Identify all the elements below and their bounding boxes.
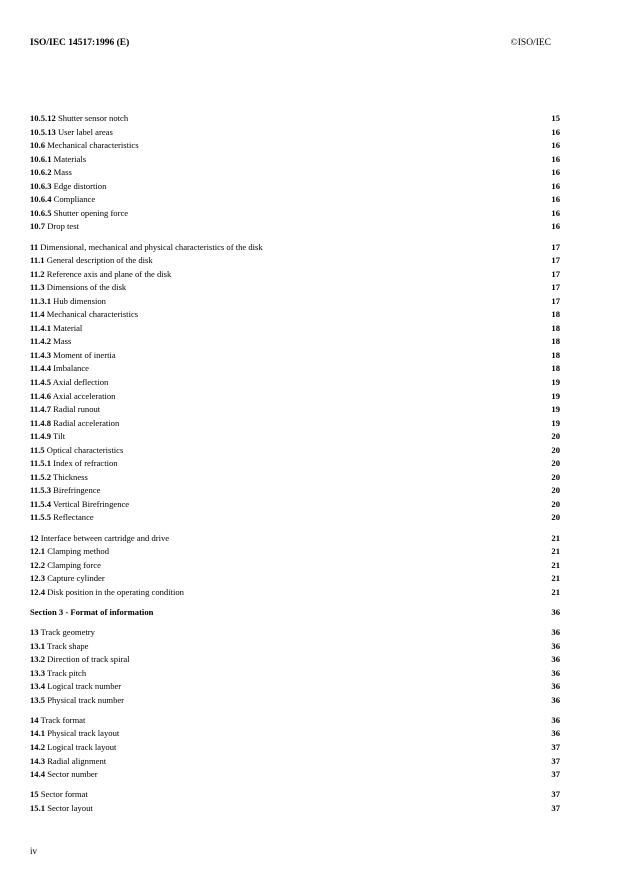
toc-entry-page: 19 xyxy=(551,390,560,401)
toc-entry[interactable] xyxy=(30,322,560,336)
toc-entry-label xyxy=(30,417,119,431)
toc-entry[interactable] xyxy=(30,559,560,573)
toc-entry-page: 36 xyxy=(551,667,560,678)
toc-section-heading[interactable] xyxy=(30,606,560,620)
toc-entry-title: Radial runout xyxy=(53,404,101,415)
toc-entry-number: 11.5.1 xyxy=(30,458,52,469)
toc-entry-page: 16 xyxy=(551,140,560,151)
toc-entry[interactable] xyxy=(30,640,560,654)
toc-entry[interactable] xyxy=(30,626,560,640)
toc-entry[interactable] xyxy=(30,802,560,816)
toc-entry-label xyxy=(30,680,121,694)
toc-entry-page: 20 xyxy=(551,458,560,469)
toc-entry-label xyxy=(30,444,123,458)
toc-entry-label xyxy=(30,572,105,586)
toc-entry-label xyxy=(30,755,106,769)
toc-entry-number: 11.4.3 xyxy=(30,349,52,360)
toc-entry-label xyxy=(30,498,129,512)
toc-entry-number: 11.3 xyxy=(30,282,45,293)
toc-entry-number: 11.4.8 xyxy=(30,417,52,428)
toc-entry[interactable] xyxy=(30,457,560,471)
toc-entry-title: Reflectance xyxy=(53,512,94,523)
toc-entry[interactable] xyxy=(30,241,560,255)
standard-identifier: ISO/IEC 14517:1996 (E) xyxy=(30,38,130,48)
toc-entry-title: User label areas xyxy=(57,126,113,137)
toc-entry[interactable] xyxy=(30,153,560,167)
toc-entry-label xyxy=(30,362,89,376)
toc-entry-label xyxy=(30,295,106,309)
toc-entry-page: 18 xyxy=(551,336,560,347)
toc-entry-number: 13 xyxy=(30,627,39,638)
toc-entry[interactable] xyxy=(30,788,560,802)
toc-entry-number: 12.4 xyxy=(30,586,46,597)
toc-entry-page: 17 xyxy=(551,295,560,306)
toc-entry-label xyxy=(30,403,100,417)
toc-entry-label xyxy=(30,220,79,234)
toc-entry[interactable] xyxy=(30,126,560,140)
toc-group xyxy=(30,714,560,782)
toc-entry[interactable] xyxy=(30,220,560,234)
toc-entry-label xyxy=(30,430,65,444)
toc-entry[interactable] xyxy=(30,714,560,728)
toc-entry[interactable] xyxy=(30,727,560,741)
toc-entry[interactable] xyxy=(30,376,560,390)
toc-group xyxy=(30,606,560,620)
toc-entry-number: 10.6.5 xyxy=(30,207,52,218)
toc-entry-label xyxy=(30,112,128,126)
toc-entry-number: 13.3 xyxy=(30,667,46,678)
toc-entry-title: Logical track layout xyxy=(47,742,117,753)
toc-entry-page: 16 xyxy=(551,207,560,218)
toc-entry-title: Axial deflection xyxy=(52,376,109,387)
toc-entry-title: Physical track number xyxy=(47,694,125,705)
toc-entry-title: Mass xyxy=(53,336,72,347)
toc-entry-page: 19 xyxy=(551,404,560,415)
toc-entry-title: Hub dimension xyxy=(53,295,106,306)
toc-entry[interactable] xyxy=(30,308,560,322)
toc-entry[interactable] xyxy=(30,498,560,512)
toc-entry-label xyxy=(30,714,85,728)
toc-entry-title: Compliance xyxy=(53,194,96,205)
toc-entry-label xyxy=(30,545,109,559)
toc-entry-title: Track geometry xyxy=(40,627,95,638)
toc-entry-page: 17 xyxy=(551,255,560,266)
toc-entry-label xyxy=(30,606,153,620)
toc-entry-page: 36 xyxy=(551,714,560,725)
toc-entry-number: 11.4.6 xyxy=(30,390,52,401)
toc-entry-label xyxy=(30,268,171,282)
toc-entry-page: 16 xyxy=(551,153,560,164)
toc-entry-title: Sector number xyxy=(47,769,98,780)
toc-group xyxy=(30,788,560,815)
toc-entry[interactable] xyxy=(30,193,560,207)
toc-entry[interactable] xyxy=(30,572,560,586)
toc-entry-title: Thickness xyxy=(53,471,88,482)
toc-entry-number: 10.6 xyxy=(30,140,46,151)
toc-entry-number: 13.2 xyxy=(30,654,46,665)
toc-entry-title: Track pitch xyxy=(47,667,87,678)
toc-entry-label xyxy=(30,532,169,546)
toc-group xyxy=(30,626,560,707)
toc-entry-page: 15 xyxy=(551,113,560,123)
toc-entry-number: 10.6.1 xyxy=(30,153,52,164)
toc-entry-page: 20 xyxy=(551,444,560,455)
toc-entry-number: 14.1 xyxy=(30,728,46,739)
toc-entry-label xyxy=(30,653,130,667)
toc-entry-number: 11.4.7 xyxy=(30,404,52,415)
toc-entry-number: 11.5.5 xyxy=(30,512,52,523)
toc-entry-page: 18 xyxy=(551,309,560,320)
toc-entry-page: 36 xyxy=(551,681,560,692)
toc-entry-label xyxy=(30,193,95,207)
toc-entry[interactable] xyxy=(30,254,560,268)
toc-entry[interactable] xyxy=(30,741,560,755)
toc-entry[interactable] xyxy=(30,680,560,694)
toc-entry-label xyxy=(30,281,126,295)
toc-entry-label xyxy=(30,322,82,336)
toc-entry[interactable] xyxy=(30,545,560,559)
toc-entry-label xyxy=(30,694,124,708)
toc-entry-number: 13.1 xyxy=(30,640,46,651)
toc-entry-page: 19 xyxy=(551,376,560,387)
toc-entry-page: 20 xyxy=(551,498,560,509)
toc-entry-title: Mechanical characteristics xyxy=(46,309,139,320)
toc-entry-page: 20 xyxy=(551,471,560,482)
toc-entry-page: 19 xyxy=(551,417,560,428)
toc-entry-page: 21 xyxy=(551,586,560,597)
toc-entry-label xyxy=(30,139,139,153)
toc-entry-number: 10.6.4 xyxy=(30,194,52,205)
toc-entry-label xyxy=(30,640,89,654)
toc-entry-number: 11 xyxy=(30,241,39,252)
toc-entry-label xyxy=(30,727,119,741)
toc-entry-title: Shutter opening force xyxy=(53,207,129,218)
toc-entry-title: Tilt xyxy=(53,431,66,442)
toc-entry-number: 14.4 xyxy=(30,769,46,780)
toc-entry-page: 36 xyxy=(551,654,560,665)
toc-entry-number: 11.4.9 xyxy=(30,431,52,442)
toc-entry-label xyxy=(30,335,71,349)
toc-entry-label xyxy=(30,667,86,681)
toc-entry[interactable] xyxy=(30,653,560,667)
toc-entry-number: 14 xyxy=(30,714,39,725)
toc-entry[interactable] xyxy=(30,207,560,221)
toc-entry-page: 21 xyxy=(551,573,560,584)
toc-entry[interactable] xyxy=(30,295,560,309)
toc-entry[interactable] xyxy=(30,403,560,417)
toc-entry-number: 11.4.5 xyxy=(30,376,52,387)
toc-entry-page: 36 xyxy=(551,606,560,617)
toc-entry-title: Radial alignment xyxy=(47,755,107,766)
toc-entry[interactable] xyxy=(30,390,560,404)
toc-entry-page: 21 xyxy=(551,559,560,570)
toc-entry-page: 16 xyxy=(551,194,560,205)
toc-entry[interactable] xyxy=(30,471,560,485)
toc-entry-label xyxy=(30,166,72,180)
toc-entry-number: 11.5.2 xyxy=(30,471,52,482)
toc-entry-number: 11.4.1 xyxy=(30,322,52,333)
toc-entry-title: Mass xyxy=(53,167,72,178)
toc-entry-page: 18 xyxy=(551,322,560,333)
toc-entry-number: 11.4 xyxy=(30,309,45,320)
toc-entry-label xyxy=(30,180,106,194)
toc-entry-page: 20 xyxy=(551,485,560,496)
toc-entry-page: 37 xyxy=(551,789,560,800)
toc-entry-page: 21 xyxy=(551,532,560,543)
toc-entry-number: 10.5.13 xyxy=(30,126,56,137)
toc-entry-number: 11.4.2 xyxy=(30,336,52,347)
toc-entry-number: 14.2 xyxy=(30,742,46,753)
toc-entry-page: 20 xyxy=(551,431,560,442)
toc-entry-label xyxy=(30,626,95,640)
toc-group xyxy=(30,112,560,234)
toc-entry-number: 11.4.4 xyxy=(30,363,52,374)
toc-entry-label xyxy=(30,376,108,390)
toc-entry-page: 36 xyxy=(551,694,560,705)
toc-entry-title: Radial acceleration xyxy=(53,417,120,428)
toc-entry-title: Capture cylinder xyxy=(47,573,105,584)
toc-entry-number: 15.1 xyxy=(30,802,46,813)
toc-entry-label xyxy=(30,126,113,140)
toc-entry-title: Shutter sensor notch xyxy=(57,113,129,123)
toc-entry[interactable] xyxy=(30,417,560,431)
toc-entry[interactable] xyxy=(30,268,560,282)
toc-entry-page: 37 xyxy=(551,769,560,780)
toc-entry[interactable] xyxy=(30,335,560,349)
toc-entry-title: Disk position in the operating condition xyxy=(47,586,184,597)
toc-entry-number: 10.6.2 xyxy=(30,167,52,178)
toc-entry-title: Section 3 - Format of information xyxy=(30,606,154,617)
toc-entry-number: 11.5.3 xyxy=(30,485,52,496)
toc-entry[interactable] xyxy=(30,667,560,681)
toc-entry-page: 20 xyxy=(551,512,560,523)
toc-entry-title: Direction of track spiral xyxy=(47,654,130,665)
toc-entry-title: Materials xyxy=(53,153,87,164)
toc-entry[interactable] xyxy=(30,349,560,363)
toc-entry[interactable] xyxy=(30,430,560,444)
toc-entry-page: 16 xyxy=(551,180,560,191)
toc-entry-title: Dimensions of the disk xyxy=(46,282,127,293)
toc-entry-title: Mechanical characteristics xyxy=(47,140,139,151)
toc-entry[interactable] xyxy=(30,768,560,782)
toc-entry-label xyxy=(30,559,101,573)
toc-entry-label xyxy=(30,207,128,221)
toc-entry[interactable] xyxy=(30,444,560,458)
toc-entry-label xyxy=(30,511,94,525)
toc-entry-label xyxy=(30,308,138,322)
toc-entry[interactable] xyxy=(30,484,560,498)
toc-entry-page: 17 xyxy=(551,268,560,279)
toc-entry-number: 12 xyxy=(30,532,39,543)
toc-entry-page: 36 xyxy=(551,728,560,739)
copyright-mark: ©ISO/IEC xyxy=(510,38,551,48)
toc-entry-label xyxy=(30,349,116,363)
toc-entry-title: Moment of inertia xyxy=(53,349,116,360)
toc-entry-title: Physical track layout xyxy=(47,728,120,739)
toc-entry-label xyxy=(30,457,118,471)
table-of-contents xyxy=(30,112,560,822)
toc-entry-number: 12.1 xyxy=(30,546,46,557)
toc-entry-page: 18 xyxy=(551,349,560,360)
toc-entry-number: 12.3 xyxy=(30,573,46,584)
toc-entry-number: 15 xyxy=(30,789,39,800)
toc-entry[interactable] xyxy=(30,362,560,376)
toc-entry-title: Birefringence xyxy=(53,485,101,496)
toc-entry-title: General description of the disk xyxy=(46,255,153,266)
toc-entry-page: 17 xyxy=(551,282,560,293)
toc-entry-label xyxy=(30,254,153,268)
toc-entry-number: 10.5.12 xyxy=(30,113,56,123)
page-number: iv xyxy=(30,846,38,856)
toc-entry-page: 16 xyxy=(551,126,560,137)
toc-entry[interactable] xyxy=(30,180,560,194)
toc-entry-number: 13.4 xyxy=(30,681,46,692)
toc-entry-number: 11.5 xyxy=(30,444,45,455)
toc-group xyxy=(30,532,560,600)
toc-entry-title: Dimensional, mechanical and physical characteristics of the disk xyxy=(40,241,263,252)
toc-entry-page: 37 xyxy=(551,802,560,813)
toc-entry-number: 11.5.4 xyxy=(30,498,52,509)
toc-entry-page: 37 xyxy=(551,742,560,753)
toc-entry-number: 12.2 xyxy=(30,559,46,570)
toc-entry-title: Vertical Birefringence xyxy=(53,498,130,509)
toc-entry-label xyxy=(30,768,98,782)
toc-entry-label xyxy=(30,741,116,755)
toc-entry-title: Axial acceleration xyxy=(52,390,116,401)
toc-entry-title: Index of refraction xyxy=(53,458,118,469)
toc-entry-page: 17 xyxy=(551,241,560,252)
toc-entry[interactable] xyxy=(30,511,560,525)
toc-entry-title: Imbalance xyxy=(53,363,89,374)
toc-entry-number: 14.3 xyxy=(30,755,46,766)
toc-entry-number: 10.6.3 xyxy=(30,180,52,191)
toc-entry-page: 16 xyxy=(551,221,560,232)
toc-entry-label xyxy=(30,484,100,498)
toc-entry-label xyxy=(30,153,86,167)
toc-entry-label xyxy=(30,390,115,404)
toc-entry[interactable] xyxy=(30,166,560,180)
toc-entry[interactable] xyxy=(30,139,560,153)
toc-entry-title: Logical track number xyxy=(47,681,122,692)
toc-entry-label xyxy=(30,788,88,802)
toc-entry-number: 13.5 xyxy=(30,694,46,705)
toc-entry-title: Clamping method xyxy=(47,546,110,557)
toc-entry-number: 11.1 xyxy=(30,255,45,266)
toc-entry-title: Interface between cartridge and drive xyxy=(40,532,170,543)
toc-entry-number: 11.2 xyxy=(30,268,45,279)
toc-entry-title: Drop test xyxy=(47,221,79,232)
toc-entry-title: Track shape xyxy=(47,640,89,651)
toc-entry-page: 16 xyxy=(551,167,560,178)
toc-entry-label xyxy=(30,802,93,816)
toc-entry-title: Clamping force xyxy=(47,559,101,570)
toc-entry-title: Optical characteristics xyxy=(46,444,124,455)
toc-entry-title: Track format xyxy=(40,714,86,725)
toc-entry-number: 11.3.1 xyxy=(30,295,52,306)
toc-entry-page: 21 xyxy=(551,546,560,557)
toc-entry-page: 18 xyxy=(551,363,560,374)
toc-entry[interactable] xyxy=(30,694,560,708)
toc-entry-title: Sector layout xyxy=(47,802,93,813)
toc-entry-label xyxy=(30,241,263,255)
toc-group xyxy=(30,241,560,525)
toc-entry[interactable] xyxy=(30,281,560,295)
toc-entry-page: 36 xyxy=(551,627,560,638)
toc-entry-title: Reference axis and plane of the disk xyxy=(46,268,172,279)
toc-entry-label xyxy=(30,471,88,485)
toc-entry-title: Edge distortion xyxy=(53,180,107,191)
toc-entry-label xyxy=(30,586,184,600)
toc-entry-page: 37 xyxy=(551,755,560,766)
toc-entry-title: Material xyxy=(53,322,83,333)
toc-entry[interactable] xyxy=(30,112,560,126)
toc-entry[interactable] xyxy=(30,755,560,769)
toc-entry-number: 10.7 xyxy=(30,221,46,232)
toc-entry[interactable] xyxy=(30,586,560,600)
toc-entry-title: Sector format xyxy=(40,789,88,800)
toc-entry-page: 36 xyxy=(551,640,560,651)
toc-entry[interactable] xyxy=(30,532,560,546)
